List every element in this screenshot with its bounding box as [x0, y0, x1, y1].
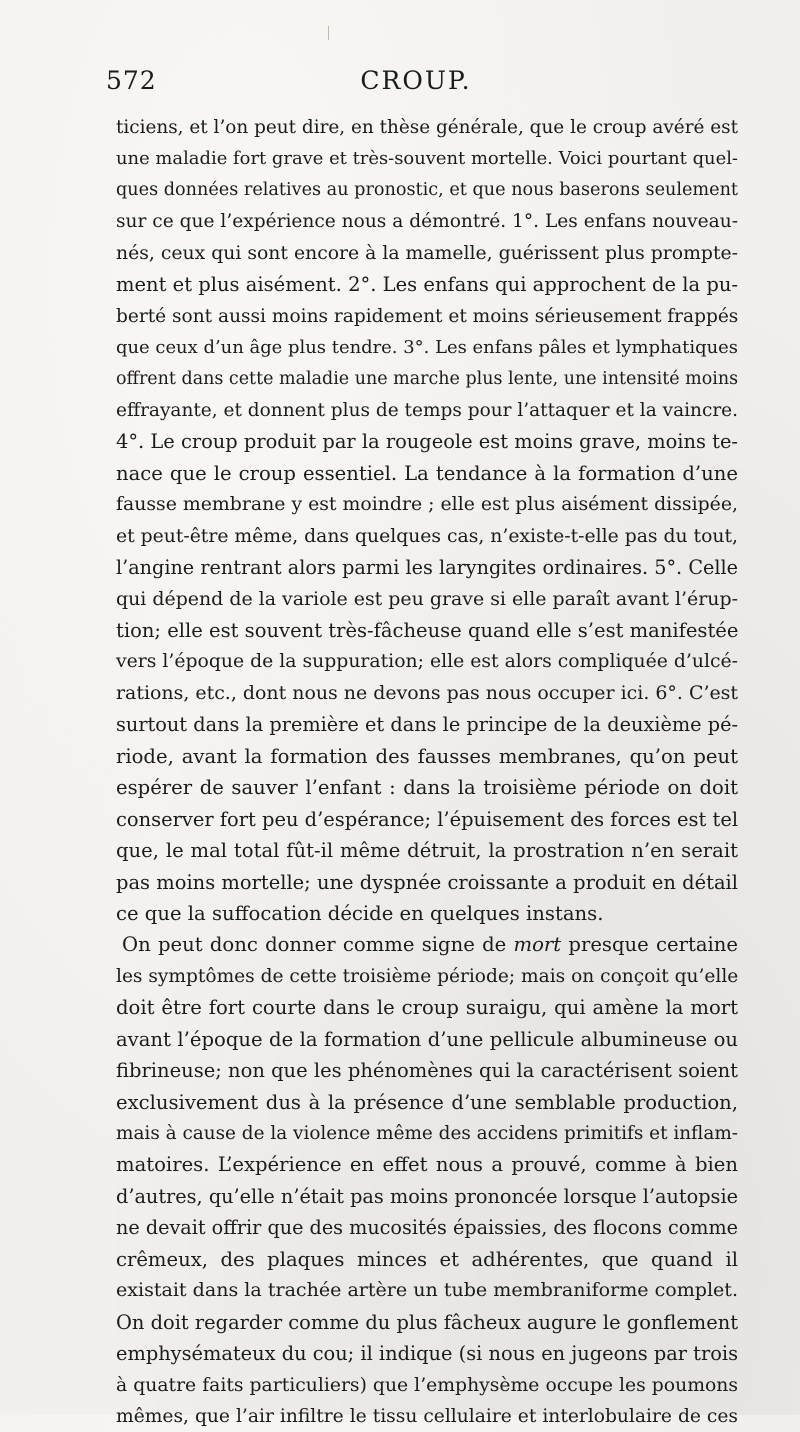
text-line: mais à cause de la violence même des accidens primitifs et inflam-: [116, 1123, 738, 1144]
paragraph-1: [116, 112, 738, 929]
paragraph-2: [116, 929, 738, 1432]
text-line: berté sont aussi moins rapidement et moins sérieusement frappés: [116, 305, 739, 327]
text-line: emphysémateux du cou; il indique (si nous en jugeons par trois: [116, 1342, 738, 1366]
text-line: à quatre faits particuliers) que l’emphysème occupe les poumons: [116, 1374, 738, 1396]
text-line: ne devait offrir que des mucosités épaissies, des flocons comme: [116, 1216, 738, 1240]
text-fragment: On peut donc donner comme signe de: [122, 933, 507, 957]
text-line: avant l’époque de la formation d’une pellicule albumineuse ou: [116, 1027, 738, 1051]
text-line: sur ce que l’expérience nous a démontré. 1°. Les enfans nouveau-: [116, 211, 738, 233]
body-text: [116, 112, 738, 1432]
text-line: espérer de sauver l’enfant : dans la troisième période on doit: [116, 776, 738, 800]
text-line: vers l’époque de la suppuration; elle est alors compliquée d’ulcé-: [116, 651, 738, 673]
text-line: 4°. Le croup produit par la rougeole est moins grave, moins te-: [116, 430, 738, 454]
text-line: crêmeux, des plaques minces et adhérentes, que quand il: [116, 1247, 738, 1271]
text-line: rations, etc., dont nous ne devons pas nous occuper ici. 6°. C’est: [116, 681, 738, 704]
text-line: ticiens, et l’on peut dire, en thèse générale, que le croup avéré est: [116, 117, 738, 138]
text-line: On doit regarder comme du plus fâcheux augure le gonflement: [116, 1310, 738, 1334]
text-line: et peut-être même, dans quelques cas, n’existe-t-elle pas du tout,: [116, 525, 738, 547]
text-line: nés, ceux qui sont encore à la mamelle, guérissent plus prompte-: [116, 242, 738, 264]
text-line: que ceux d’un âge plus tendre. 3°. Les enfans pâles et lymphatiques: [116, 337, 738, 359]
page-number: 572: [106, 66, 157, 95]
text-line: surtout dans la première et dans le principe de la deuxième pé-: [116, 713, 738, 737]
text-line: offrent dans cette maladie une marche plus lente, une intensité moins: [116, 368, 739, 389]
text-line: fausse membrane y est moindre ; elle est plus aisément dissipée,: [116, 493, 738, 516]
text-line: ce que la suffocation décide en quelques instans.: [116, 901, 604, 925]
text-line: exclusivement dus à la présence d’une semblable production,: [116, 1090, 738, 1114]
text-line: l’angine rentrant alors parmi les laryngites ordinaires. 5°. Celle: [116, 556, 738, 580]
text-line: nace que le croup essentiel. La tendance à la formation d’une: [116, 461, 738, 485]
text-line: ques données relatives au pronostic, et que nous baserons seulement: [116, 179, 738, 200]
text-line: mêmes, que l’air infiltre le tissu cellulaire et interlobulaire de ces: [116, 1405, 738, 1427]
text-line: existait dans la trachée artère un tube membraniforme complet.: [116, 1279, 738, 1302]
text-line: tion; elle est souvent très-fâcheuse quand elle s’est manifestée: [116, 619, 739, 642]
text-line: [116, 929, 738, 960]
text-line: riode, avant la formation des fausses membranes, qu’on peut: [116, 744, 738, 768]
italic-word: mort: [513, 933, 562, 957]
text-line: fibrineuse; non que les phénomènes qui la caractérisent soient: [116, 1059, 739, 1083]
running-head: CROUP.: [360, 66, 472, 95]
text-line: effrayante, et donnent plus de temps pour l’attaquer et la vaincre.: [116, 399, 738, 421]
text-line: que, le mal total fût-il même détruit, la prostration n’en serait: [116, 839, 738, 863]
text-line: ment et plus aisément. 2°. Les enfans qui approchent de la pu-: [116, 273, 738, 297]
text-line: une maladie fort grave et très-souvent mortelle. Voici pourtant quel-: [116, 148, 738, 170]
page-header: [96, 64, 736, 104]
paper-mark: [328, 26, 329, 40]
text-line: d’autres, qu’elle n’était pas moins prononcée lorsque l’autopsie: [116, 1184, 738, 1208]
text-line: doit être fort courte dans le croup suraigu, qui amène la mort: [116, 996, 738, 1020]
text-fragment: presque certaine: [568, 933, 738, 957]
text-line: pas moins mortelle; une dyspnée croissante a produit en détail: [116, 870, 738, 894]
text-line: matoires. L’expérience en effet nous a prouvé, comme à bien: [116, 1153, 738, 1177]
text-line: qui dépend de la variole est peu grave si elle paraît avant l’érup-: [116, 587, 738, 610]
text-line: conserver fort peu d’espérance; l’épuisement des forces est tel: [116, 807, 739, 831]
text-line: les symptômes de cette troisième période; mais on conçoit qu’elle: [116, 965, 739, 987]
